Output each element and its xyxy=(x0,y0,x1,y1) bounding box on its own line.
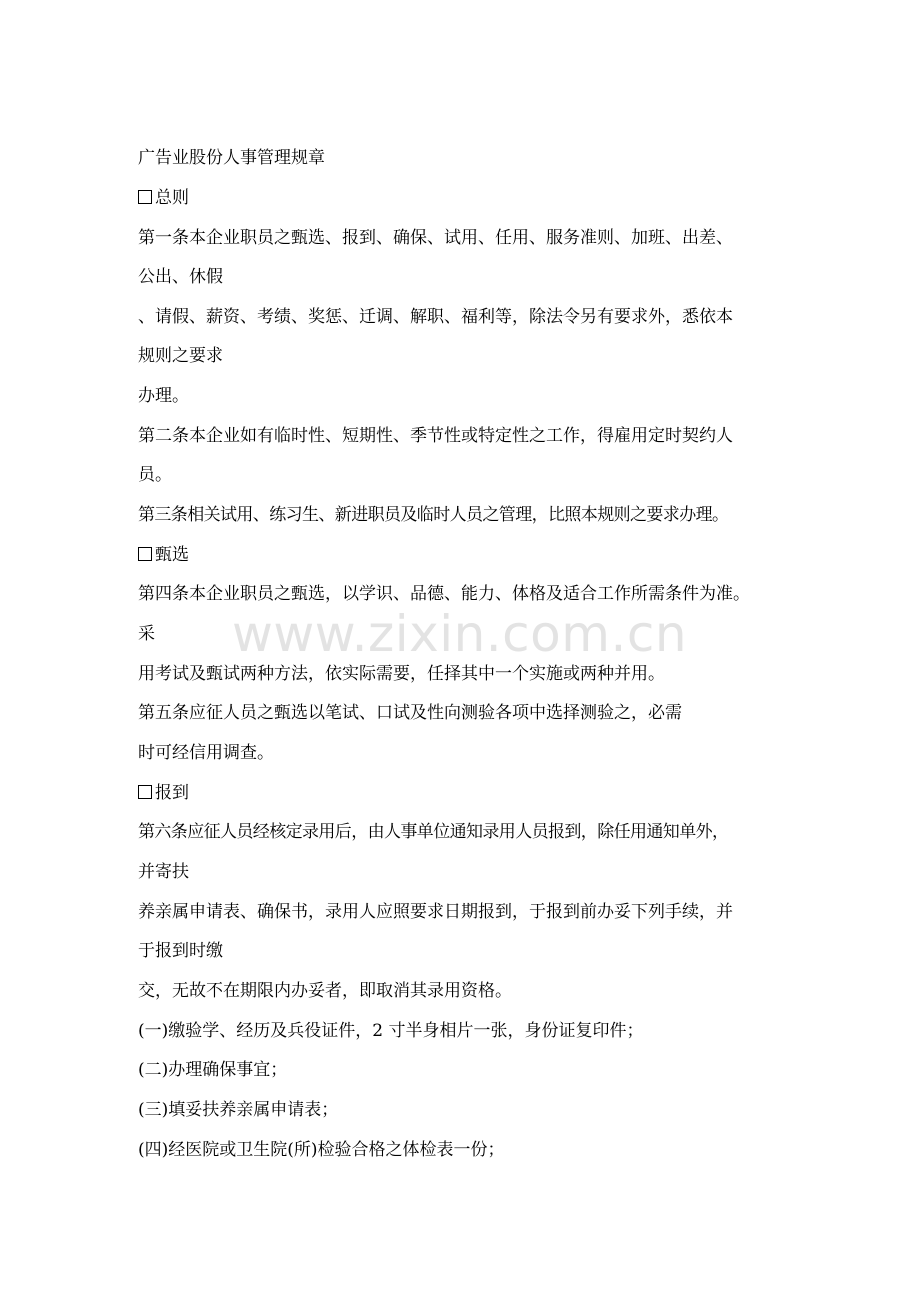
text-line: 第六条应征人员经核定录用后，由人事单位通知录用人员报到，除任用通知单外， xyxy=(138,822,729,842)
text-line: 公出、休假 xyxy=(138,267,223,287)
watermark: www.zixin.com.cn xyxy=(232,605,688,663)
checkbox-icon xyxy=(138,547,152,561)
text-line: 员。 xyxy=(138,465,172,485)
list-item: (四)经医院或卫生院(所)检验合格之体检表一份； xyxy=(138,1140,505,1160)
text-line: 养亲属申请表、确保书，录用人应照要求日期报到，于报到前办妥下列手续，并 xyxy=(138,902,733,922)
text-line: 第一条本企业职员之甄选、报到、确保、试用、任用、服务准则、加班、出差、 xyxy=(138,228,733,248)
text-line: 于报到时缴 xyxy=(138,941,223,961)
text-line: 办理。 xyxy=(138,386,189,406)
checkbox-icon xyxy=(138,190,152,204)
section-heading-selection xyxy=(138,543,189,567)
text-line: 采 xyxy=(138,624,155,644)
text-line: 用考试及甄试两种方法，依实际需要，任择其中一个实施或两种并用。 xyxy=(138,664,665,684)
text-line: 、请假、薪资、考绩、奖惩、迁调、解职、福利等，除法令另有要求外，悉依本 xyxy=(138,307,733,327)
document-title: 广告业股份人事管理规章 xyxy=(138,148,325,168)
list-item: (一)缴验学、经历及兵役证件，2 寸半身相片一张，身份证复印件； xyxy=(138,1021,644,1041)
text-line: 第三条相关试用、练习生、新进职员及临时人员之管理，比照本规则之要求办理。 xyxy=(138,505,729,525)
checkbox-icon xyxy=(138,785,152,799)
text-line: 时可经信用调查。 xyxy=(138,743,274,763)
section-heading-label: 总则 xyxy=(155,188,189,208)
text-line: 规则之要求 xyxy=(138,346,223,366)
text-line: 并寄扶 xyxy=(138,862,189,882)
list-item: (二)办理确保事宜； xyxy=(138,1060,288,1080)
section-heading-general xyxy=(138,186,189,210)
section-heading-label: 报到 xyxy=(155,783,189,803)
text-line: 第五条应征人员之甄选以笔试、口试及性向测验各项中选择测验之，必需 xyxy=(138,703,682,723)
text-line: 第二条本企业如有临时性、短期性、季节性或特定性之工作，得雇用定时契约人 xyxy=(138,426,733,446)
section-heading-report xyxy=(138,781,189,805)
text-line: 交，无故不在期限内办妥者，即取消其录用资格。 xyxy=(138,981,512,1001)
text-line: 第四条本企业职员之甄选，以学识、品德、能力、体格及适合工作所需条件为准。 xyxy=(138,584,750,604)
section-heading-label: 甄选 xyxy=(155,545,189,565)
list-item: (三)填妥扶养亲属申请表； xyxy=(138,1100,339,1120)
